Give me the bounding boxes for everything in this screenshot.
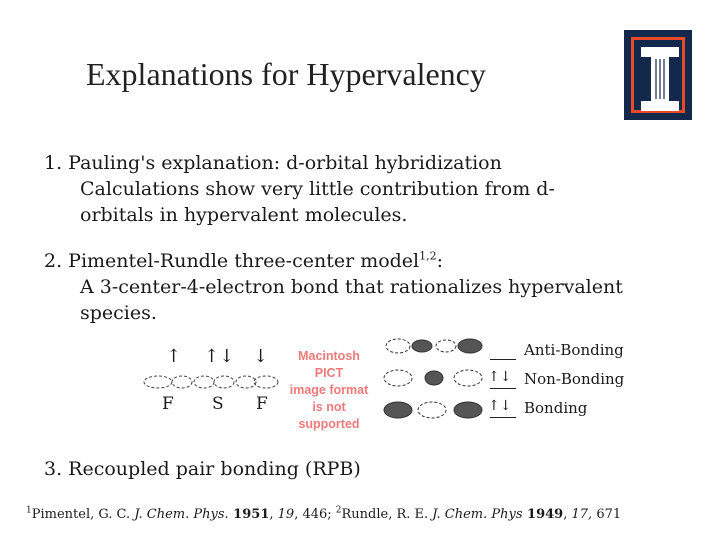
ref-authors: Pimentel, G. C. (31, 507, 135, 522)
pict-placeholder-line: is not supported (298, 400, 360, 431)
point-detail-line: Calculations show very little contribution from d- (80, 178, 555, 200)
level-label: Non-Bonding (524, 370, 625, 388)
p-orbital-row (140, 370, 280, 394)
level-label: Anti-Bonding (524, 341, 624, 359)
point-heading: 1. Pauling's explanation: d-orbital hybridization (44, 152, 502, 174)
level-line (488, 340, 518, 362)
ref-number: 2 (335, 505, 342, 516)
point-pimentel-rundle (44, 248, 684, 326)
electron-arrows: ↑↓ (204, 346, 235, 367)
electron-arrows: ↑ (166, 346, 182, 367)
anti-bonding-orbital (386, 339, 482, 353)
level-line: ↑↓ (488, 369, 518, 391)
point-detail-line: species. (80, 302, 157, 324)
level-label: Bonding (524, 399, 588, 417)
ref-pages: 671 (592, 507, 622, 522)
point-rpb (44, 456, 361, 482)
citation-superscript: 1,2 (419, 249, 437, 263)
column-i-icon (635, 43, 685, 115)
bonding-orbital (384, 402, 482, 418)
logo-border (631, 37, 685, 113)
atom-label: S (212, 394, 224, 414)
level-line: ↑↓ (488, 398, 518, 420)
atom-label: F (162, 394, 174, 414)
point-heading (44, 248, 684, 274)
references: $^1$Pimentel, G. C. J. Chem. Phys. 1951, 19, 446; $^2$Rundle, R. E. J. Chem. Phys 1949, 17, 671 (26, 505, 622, 522)
ref-volume: 19 (277, 507, 295, 522)
point-detail-line: A 3-center-4-electron bond that rationalizes hypervalent (80, 276, 623, 298)
heading-colon: : (436, 250, 444, 272)
orbital-diagram (140, 336, 390, 431)
pict-placeholder (286, 348, 372, 431)
point-detail-line: orbitals in hypervalent molecules. (80, 204, 408, 226)
ref-year: 1949 (522, 507, 564, 522)
ref-number: 1 (26, 505, 32, 516)
atom-label: F (256, 394, 268, 414)
ref-pages: , 446; (294, 507, 336, 522)
molecular-orbital-shapes (376, 332, 486, 422)
heading-text: 2. Pimentel-Rundle three-center model (44, 250, 420, 272)
slide-title: Explanations for Hypervalency (86, 56, 486, 92)
pict-placeholder-line: Macintosh PICT (298, 349, 360, 380)
electron-arrows: ↓ (253, 346, 269, 367)
ref-journal: J. Chem. Phys (432, 507, 523, 522)
ref-authors: Rundle, R. E. (341, 507, 433, 522)
point-heading: 3. Recoupled pair bonding (RPB) (44, 458, 361, 480)
non-bonding-orbital (384, 370, 482, 386)
ref-journal: J. Chem. Phys. (134, 507, 229, 522)
university-i-logo (624, 30, 692, 120)
point-pauling (44, 150, 664, 228)
pict-placeholder-line: image format (289, 383, 369, 397)
ref-volume: 17, (571, 507, 593, 522)
ref-year: 1951 (228, 507, 270, 522)
